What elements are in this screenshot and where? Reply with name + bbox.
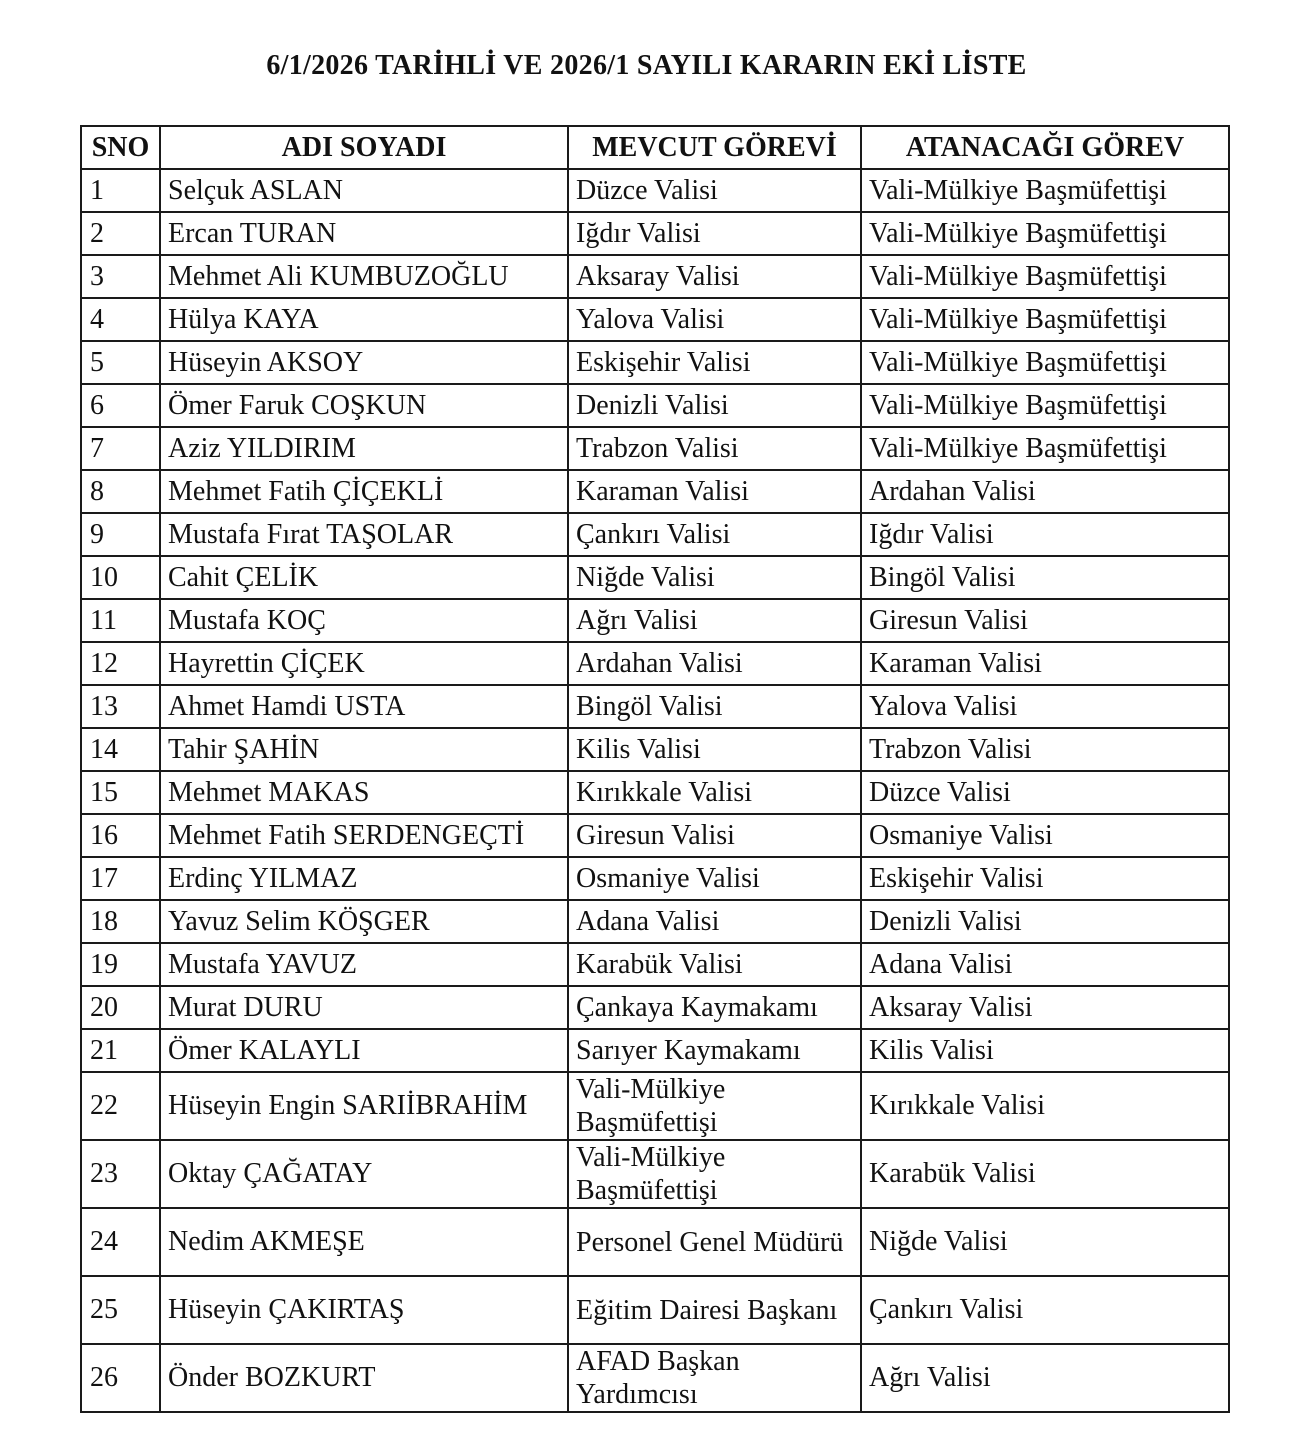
table-row <box>81 556 1229 599</box>
table-row <box>81 1208 1229 1276</box>
table-row <box>81 470 1229 513</box>
cell-name: Cahit ÇELİK <box>160 556 568 599</box>
cell-current-duty: Personel Genel Müdürü <box>568 1208 861 1276</box>
cell-name: Önder BOZKURT <box>160 1344 568 1412</box>
cell-current-duty: Ağrı Valisi <box>568 599 861 642</box>
cell-sno: 12 <box>81 642 160 685</box>
cell-name: Ömer KALAYLI <box>160 1029 568 1072</box>
cell-assigned-duty: Denizli Valisi <box>861 900 1229 943</box>
table-row <box>81 900 1229 943</box>
cell-sno: 8 <box>81 470 160 513</box>
cell-name: Selçuk ASLAN <box>160 169 568 212</box>
table-row <box>81 857 1229 900</box>
cell-assigned-duty: Osmaniye Valisi <box>861 814 1229 857</box>
cell-name: Oktay ÇAĞATAY <box>160 1140 568 1208</box>
table-row <box>81 728 1229 771</box>
cell-sno: 11 <box>81 599 160 642</box>
cell-sno: 23 <box>81 1140 160 1208</box>
cell-name: Ömer Faruk COŞKUN <box>160 384 568 427</box>
cell-sno: 10 <box>81 556 160 599</box>
cell-assigned-duty: Karabük Valisi <box>861 1140 1229 1208</box>
cell-sno: 26 <box>81 1344 160 1412</box>
cell-sno: 7 <box>81 427 160 470</box>
cell-current-duty: Giresun Valisi <box>568 814 861 857</box>
table-row <box>81 298 1229 341</box>
cell-name: Hülya KAYA <box>160 298 568 341</box>
table-row <box>81 1072 1229 1140</box>
cell-name: Aziz YILDIRIM <box>160 427 568 470</box>
table-row <box>81 169 1229 212</box>
cell-sno: 17 <box>81 857 160 900</box>
table-row <box>81 384 1229 427</box>
cell-sno: 20 <box>81 986 160 1029</box>
cell-assigned-duty: Kırıkkale Valisi <box>861 1072 1229 1140</box>
cell-current-duty: Çankırı Valisi <box>568 513 861 556</box>
cell-sno: 1 <box>81 169 160 212</box>
table-row <box>81 427 1229 470</box>
appointment-list-table <box>80 125 1230 1413</box>
table-row <box>81 642 1229 685</box>
cell-current-duty: Eskişehir Valisi <box>568 341 861 384</box>
cell-sno: 9 <box>81 513 160 556</box>
table-row <box>81 513 1229 556</box>
cell-current-duty: Karaman Valisi <box>568 470 861 513</box>
cell-name: Hüseyin Engin SARIİBRAHİM <box>160 1072 568 1140</box>
cell-current-duty: Kırıkkale Valisi <box>568 771 861 814</box>
cell-name: Mehmet MAKAS <box>160 771 568 814</box>
cell-name: Mustafa KOÇ <box>160 599 568 642</box>
cell-assigned-duty: Vali-Mülkiye Başmüfettişi <box>861 341 1229 384</box>
cell-current-duty: Düzce Valisi <box>568 169 861 212</box>
table-row <box>81 1140 1229 1208</box>
cell-current-duty: Niğde Valisi <box>568 556 861 599</box>
cell-assigned-duty: Karaman Valisi <box>861 642 1229 685</box>
cell-assigned-duty: Bingöl Valisi <box>861 556 1229 599</box>
cell-sno: 14 <box>81 728 160 771</box>
table-row <box>81 599 1229 642</box>
cell-name: Nedim AKMEŞE <box>160 1208 568 1276</box>
cell-name: Mehmet Ali KUMBUZOĞLU <box>160 255 568 298</box>
cell-sno: 18 <box>81 900 160 943</box>
cell-name: Hüseyin ÇAKIRTAŞ <box>160 1276 568 1344</box>
cell-sno: 15 <box>81 771 160 814</box>
cell-assigned-duty: Çankırı Valisi <box>861 1276 1229 1344</box>
cell-current-duty: Adana Valisi <box>568 900 861 943</box>
cell-current-duty: Trabzon Valisi <box>568 427 861 470</box>
table-row <box>81 986 1229 1029</box>
cell-current-duty: Sarıyer Kaymakamı <box>568 1029 861 1072</box>
cell-current-duty: Yalova Valisi <box>568 298 861 341</box>
table-row <box>81 1344 1229 1412</box>
cell-name: Hüseyin AKSOY <box>160 341 568 384</box>
cell-sno: 13 <box>81 685 160 728</box>
cell-sno: 19 <box>81 943 160 986</box>
cell-current-duty: Kilis Valisi <box>568 728 861 771</box>
cell-name: Ercan TURAN <box>160 212 568 255</box>
table-row <box>81 685 1229 728</box>
cell-sno: 24 <box>81 1208 160 1276</box>
table-row <box>81 341 1229 384</box>
cell-assigned-duty: Niğde Valisi <box>861 1208 1229 1276</box>
cell-current-duty: Karabük Valisi <box>568 943 861 986</box>
cell-name: Murat DURU <box>160 986 568 1029</box>
cell-current-duty: Osmaniye Valisi <box>568 857 861 900</box>
cell-name: Ahmet Hamdi USTA <box>160 685 568 728</box>
cell-current-duty: Eğitim Dairesi Başkanı <box>568 1276 861 1344</box>
header-current-duty: MEVCUT GÖREVİ <box>568 126 861 169</box>
cell-assigned-duty: Iğdır Valisi <box>861 513 1229 556</box>
table-row <box>81 212 1229 255</box>
cell-name: Hayrettin ÇİÇEK <box>160 642 568 685</box>
table-row <box>81 814 1229 857</box>
cell-current-duty: Denizli Valisi <box>568 384 861 427</box>
cell-assigned-duty: Aksaray Valisi <box>861 986 1229 1029</box>
cell-sno: 16 <box>81 814 160 857</box>
table-row <box>81 943 1229 986</box>
cell-assigned-duty: Düzce Valisi <box>861 771 1229 814</box>
cell-assigned-duty: Vali-Mülkiye Başmüfettişi <box>861 298 1229 341</box>
cell-current-duty: AFAD Başkan Yardımcısı <box>568 1344 861 1412</box>
cell-assigned-duty: Ardahan Valisi <box>861 470 1229 513</box>
cell-assigned-duty: Giresun Valisi <box>861 599 1229 642</box>
cell-current-duty: Ardahan Valisi <box>568 642 861 685</box>
cell-sno: 4 <box>81 298 160 341</box>
cell-assigned-duty: Vali-Mülkiye Başmüfettişi <box>861 255 1229 298</box>
cell-sno: 22 <box>81 1072 160 1140</box>
cell-current-duty: Bingöl Valisi <box>568 685 861 728</box>
cell-assigned-duty: Trabzon Valisi <box>861 728 1229 771</box>
cell-assigned-duty: Vali-Mülkiye Başmüfettişi <box>861 427 1229 470</box>
cell-name: Erdinç YILMAZ <box>160 857 568 900</box>
table-row <box>81 1029 1229 1072</box>
cell-current-duty: Vali-Mülkiye Başmüfettişi <box>568 1072 861 1140</box>
header-name: ADI SOYADI <box>160 126 568 169</box>
cell-name: Mehmet Fatih SERDENGEÇTİ <box>160 814 568 857</box>
table-row <box>81 1276 1229 1344</box>
cell-assigned-duty: Yalova Valisi <box>861 685 1229 728</box>
table-header-row <box>81 126 1229 169</box>
cell-assigned-duty: Vali-Mülkiye Başmüfettişi <box>861 212 1229 255</box>
cell-name: Yavuz Selim KÖŞGER <box>160 900 568 943</box>
cell-sno: 3 <box>81 255 160 298</box>
cell-sno: 5 <box>81 341 160 384</box>
document-title: 6/1/2026 TARİHLİ VE 2026/1 SAYILI KARARIN EKİ LİSTE <box>266 50 1027 81</box>
cell-sno: 6 <box>81 384 160 427</box>
cell-assigned-duty: Ağrı Valisi <box>861 1344 1229 1412</box>
cell-name: Tahir ŞAHİN <box>160 728 568 771</box>
cell-assigned-duty: Adana Valisi <box>861 943 1229 986</box>
cell-current-duty: Aksaray Valisi <box>568 255 861 298</box>
header-assigned-duty: ATANACAĞI GÖREV <box>861 126 1229 169</box>
header-sno: SNO <box>81 126 160 169</box>
cell-current-duty: Iğdır Valisi <box>568 212 861 255</box>
cell-assigned-duty: Vali-Mülkiye Başmüfettişi <box>861 169 1229 212</box>
cell-sno: 25 <box>81 1276 160 1344</box>
cell-name: Mustafa Fırat TAŞOLAR <box>160 513 568 556</box>
cell-sno: 21 <box>81 1029 160 1072</box>
cell-sno: 2 <box>81 212 160 255</box>
cell-current-duty: Vali-Mülkiye Başmüfettişi <box>568 1140 861 1208</box>
table-body <box>81 169 1229 1412</box>
table-row <box>81 771 1229 814</box>
cell-name: Mehmet Fatih ÇİÇEKLİ <box>160 470 568 513</box>
cell-assigned-duty: Eskişehir Valisi <box>861 857 1229 900</box>
cell-assigned-duty: Kilis Valisi <box>861 1029 1229 1072</box>
table-row <box>81 255 1229 298</box>
cell-current-duty: Çankaya Kaymakamı <box>568 986 861 1029</box>
cell-name: Mustafa YAVUZ <box>160 943 568 986</box>
cell-assigned-duty: Vali-Mülkiye Başmüfettişi <box>861 384 1229 427</box>
